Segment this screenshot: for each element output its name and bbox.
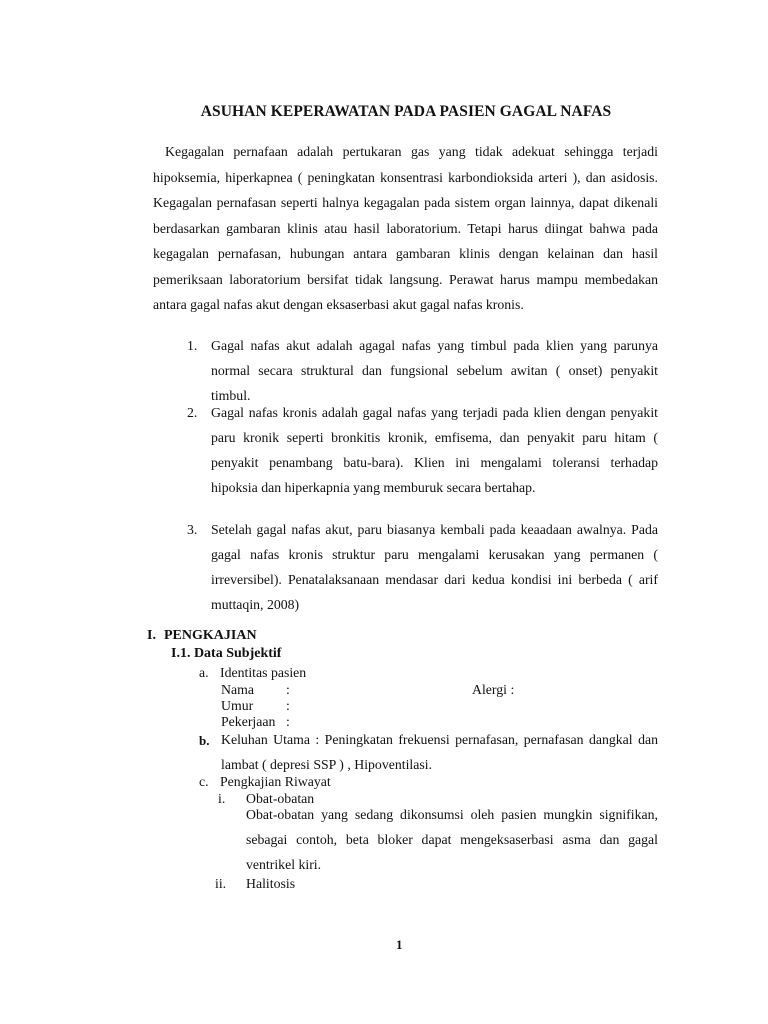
subsection-heading-data-subjektif: I.1. Data Subjektif — [171, 646, 282, 661]
field-nama-label: Nama — [221, 682, 254, 697]
item-b-text: Keluhan Utama : Peningkatan frekuensi pernafasan, pernafasan dangkal dan lambat ( depresi SSP ) , Hipoventilasi. — [221, 732, 658, 772]
field-umur-colon: : — [286, 698, 290, 713]
list-item-number: 1. — [187, 338, 198, 353]
item-a-label: Identitas pasien — [220, 665, 307, 680]
list-item-number: 2. — [187, 405, 198, 420]
item-c-ii-label: Halitosis — [246, 876, 296, 891]
item-c-i-label: Obat-obatan — [246, 791, 315, 806]
item-c-mark: c. — [199, 774, 209, 789]
list-item-text: Gagal nafas kronis adalah gagal nafas yang terjadi pada klien dengan penyakit paru kronik seperti bronkitis kronik, emfisema, dan penyakit paru hitam ( penyakit penambang batu-bara). Klien ini mengalami toleransi terhadap hipoksia dan hiperkapnia yang memburuk secara bertahap. — [211, 405, 658, 495]
field-alergi-label: Alergi : — [472, 682, 515, 697]
intro-paragraph: Kegagalan pernafaan adalah pertukaran gas yang tidak adekuat sehingga terjadi hipoksemia, hiperkapnea ( peningkatan konsentrasi karbondioksida arteri ), dan asidosis. Kegagalan pernafasan seperti halnya kegagalan pada sistem organ lainnya, dapat dikenali berdasarkan gambaran klinis atau hasil laboratorium. Tetapi harus diingat bahwa pada kegagalan pernafasan, hubungan antara gambaran klinis dengan kelainan dan hasil pemeriksaan laboratorium bersifat tidak langsung. Perawat harus mampu membedakan antara gagal nafas akut dengan eksaserbasi akut gagal nafas kronis. — [153, 144, 658, 312]
item-b-mark: b. — [199, 733, 210, 748]
item-c-label: Pengkajian Riwayat — [220, 774, 331, 789]
item-c-i-mark: i. — [218, 791, 226, 806]
section-heading-pengkajian — [147, 628, 257, 644]
list-item-text: Setelah gagal nafas akut, paru biasanya kembali pada keaadaan awalnya. Pada gagal nafas kronis struktur paru mengalami kerusakan yang permanen ( irreversibel). Penatalaksanaan mendasar dari kedua kondisi ini berbeda ( arif muttaqin, 2008) — [211, 522, 658, 612]
list-item-text: Gagal nafas akut adalah agagal nafas yang timbul pada klien yang parunya normal secara struktural dan fungsional sebelum awitan ( onset) penyakit timbul. — [211, 338, 658, 403]
field-pekerjaan-label: Pekerjaan — [221, 714, 276, 729]
section-number: I. — [147, 628, 156, 643]
item-a-mark: a. — [199, 665, 209, 680]
page-number: 1 — [396, 937, 403, 952]
list-item-number: 3. — [187, 522, 198, 537]
field-umur-label: Umur — [221, 698, 254, 713]
document-title: ASUHAN KEPERAWATAN PADA PASIEN GAGAL NAFAS — [200, 103, 612, 120]
section-label: PENGKAJIAN — [164, 628, 257, 643]
field-nama-colon: : — [286, 682, 290, 697]
item-c-ii-mark: ii. — [215, 876, 227, 891]
field-pekerjaan-colon: : — [286, 714, 290, 729]
item-c-i-text: Obat-obatan yang sedang dikonsumsi oleh pasien mungkin signifikan, sebagai contoh, beta bloker dapat mengeksaserbasi asma dan gagal ventrikel kiri. — [246, 807, 658, 872]
